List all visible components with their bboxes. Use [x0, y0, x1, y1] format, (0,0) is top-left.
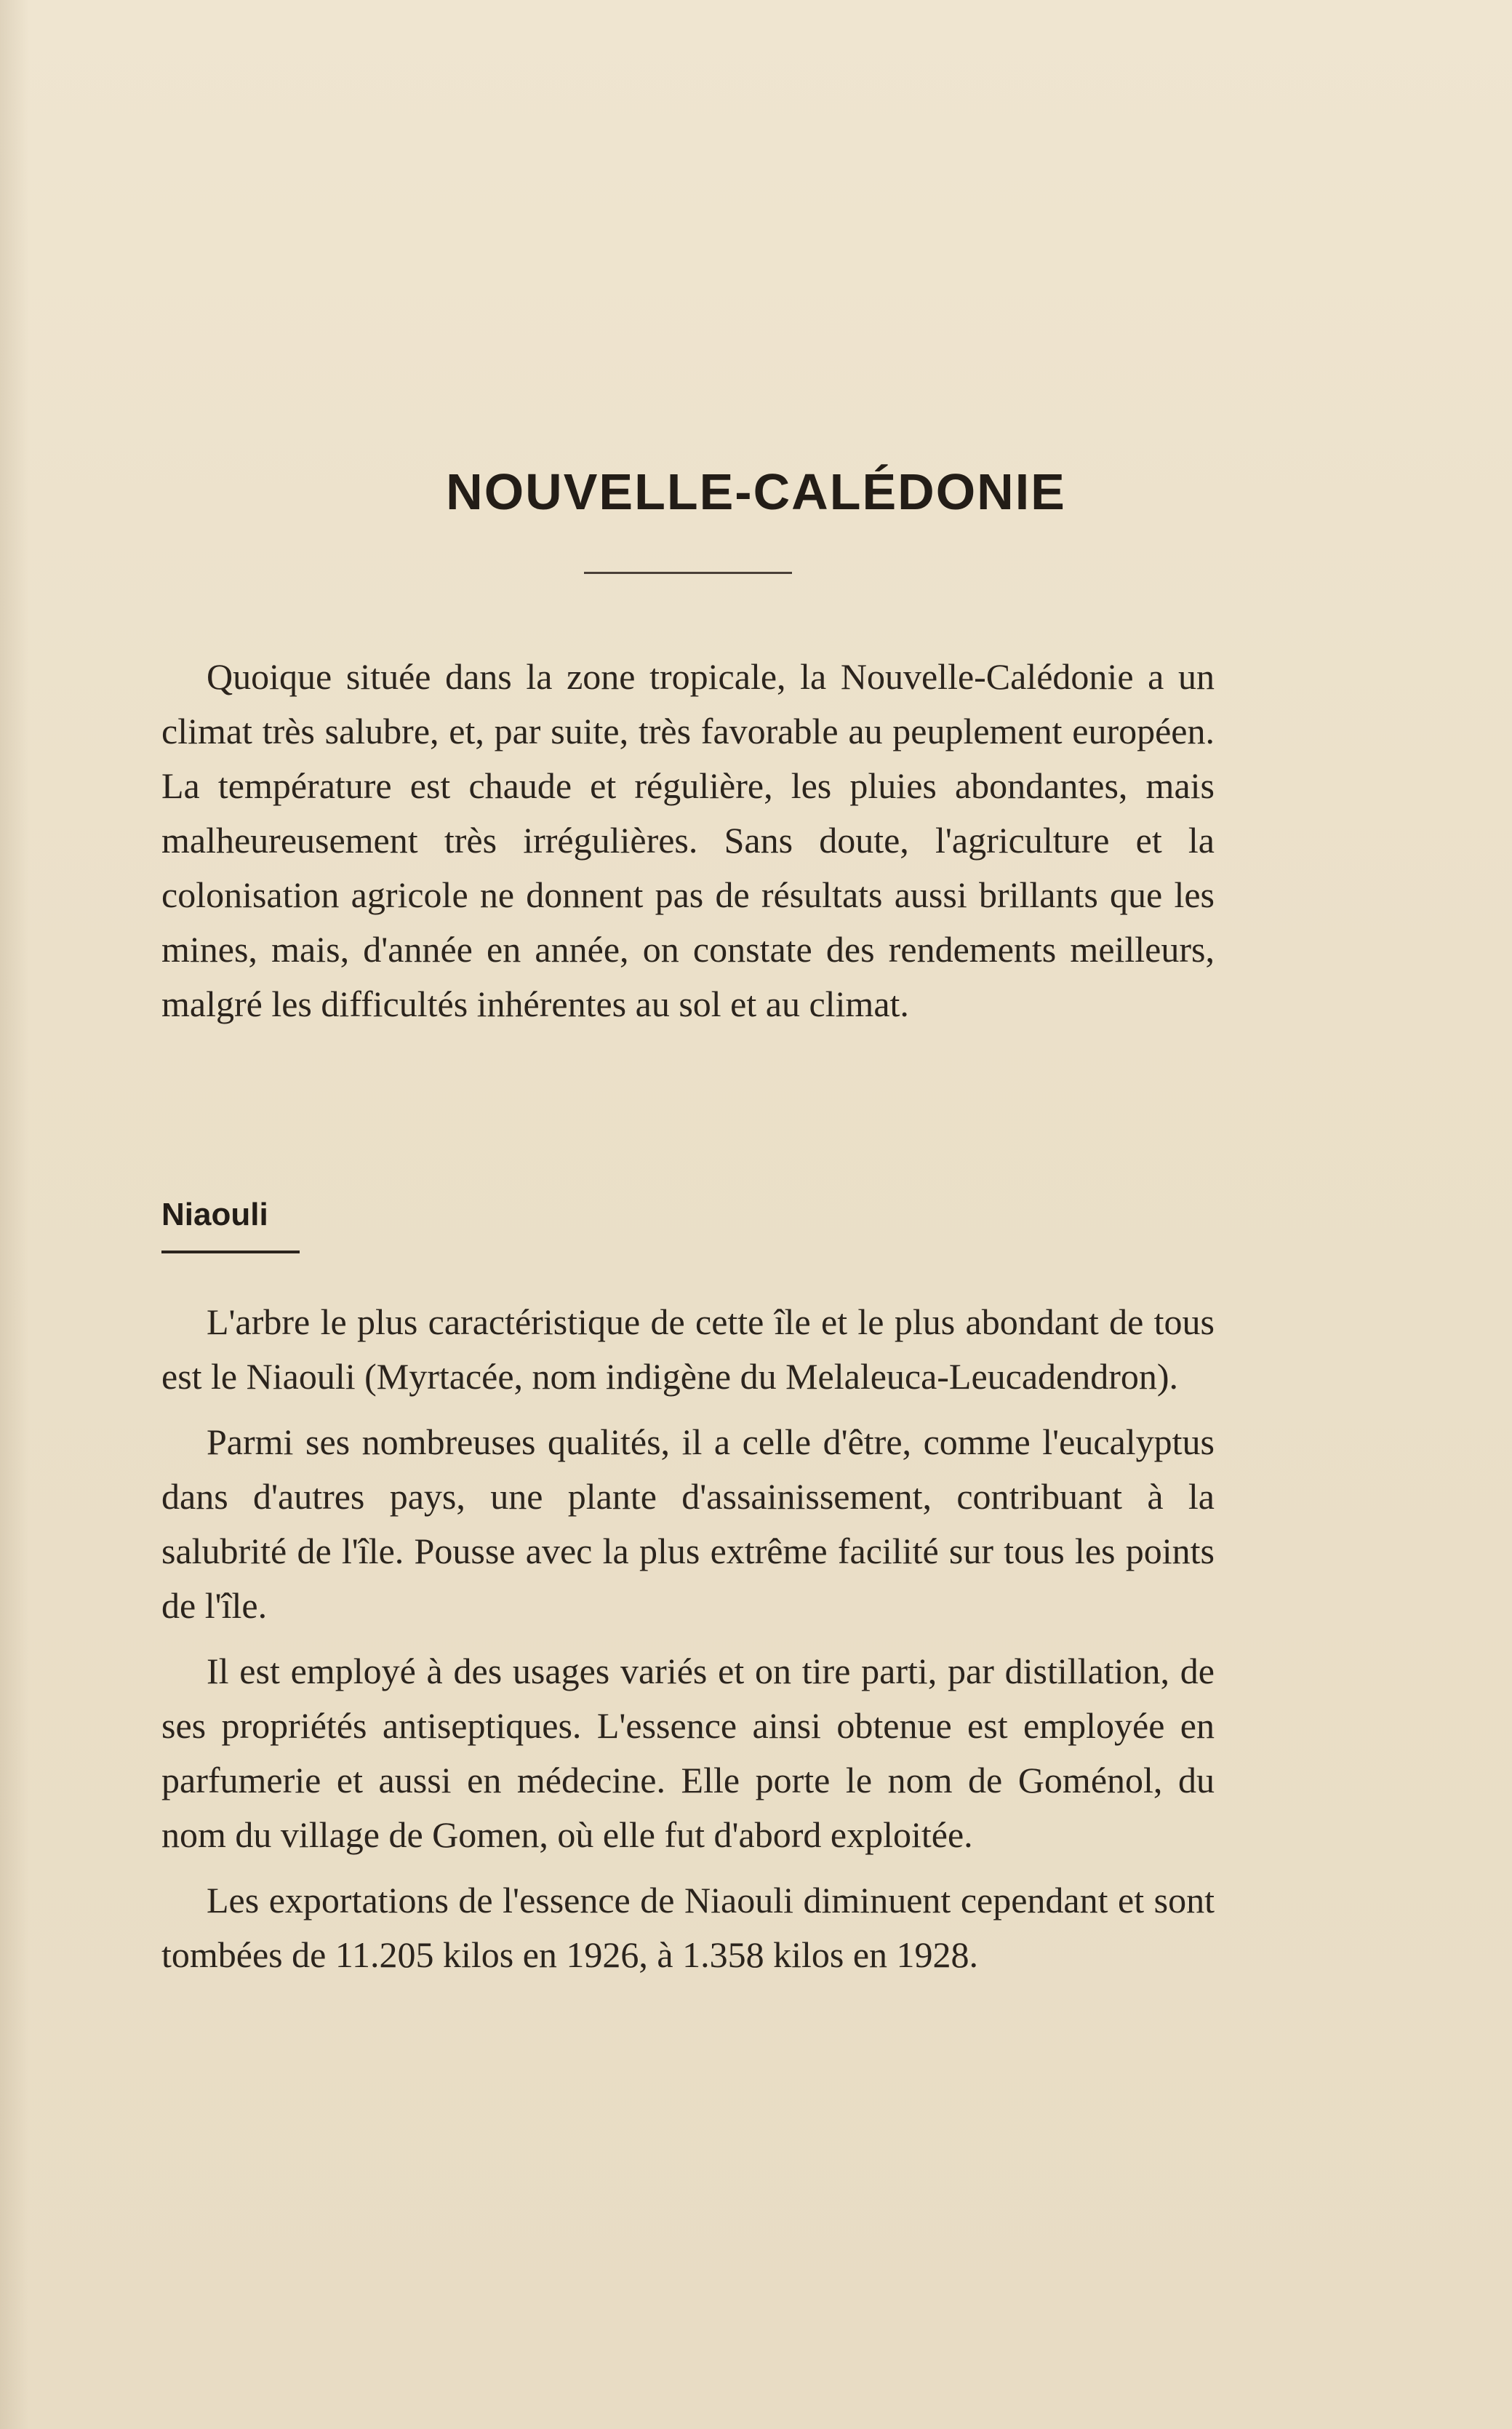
paragraph-4: Les exportations de l'essence de Niaouli diminuent cependant et sont tombées de 11.205 kilos en 1926, à 1.358 kilos en 1928. — [161, 1880, 1215, 1975]
intro-section — [161, 650, 1215, 1032]
section-body — [161, 1295, 1215, 1982]
section-heading: Niaouli — [161, 1197, 268, 1232]
paragraph-3: Il est employé à des usages variés et on tire parti, par distillation, de ses propriétés antiseptiques. L'essence ainsi obtenue est employée en parfumerie et aussi en médecine. Elle porte le nom de Goménol, du nom du village de Gomen, où elle fut d'abord exploitée. — [161, 1651, 1215, 1855]
title-divider — [584, 572, 792, 574]
intro-paragraph: Quoique située dans la zone tropicale, la Nouvelle-Calédonie a un climat très salubre, et, par suite, très favorable au peuplement européen. La température est chaude et régulière, les pluies abondantes, mais malheureusement très irrégulières. Sans doute, l'agriculture et la colonisation agricole ne donnent pas de résultats aussi brillants que les mines, mais, d'année en année, on constate des rendements meilleurs, malgré les difficultés inhérentes au sol et au climat. — [161, 656, 1215, 1024]
paragraph-1: L'arbre le plus caractéristique de cette île et le plus abondant de tous est le Niaouli (Myrtacée, nom indigène du Melaleuca-Leucadendron). — [161, 1301, 1215, 1397]
section-heading-underline — [161, 1251, 300, 1253]
paragraph-2: Parmi ses nombreuses qualités, il a celle d'être, comme l'eucalyptus dans d'autres pays, une plante d'assainissement, contribuant à la salubrité de l'île. Pousse avec la plus extrême facilité sur tous les points de l'île. — [161, 1421, 1215, 1626]
page-title: NOUVELLE-CALÉDONIE — [446, 463, 1066, 520]
